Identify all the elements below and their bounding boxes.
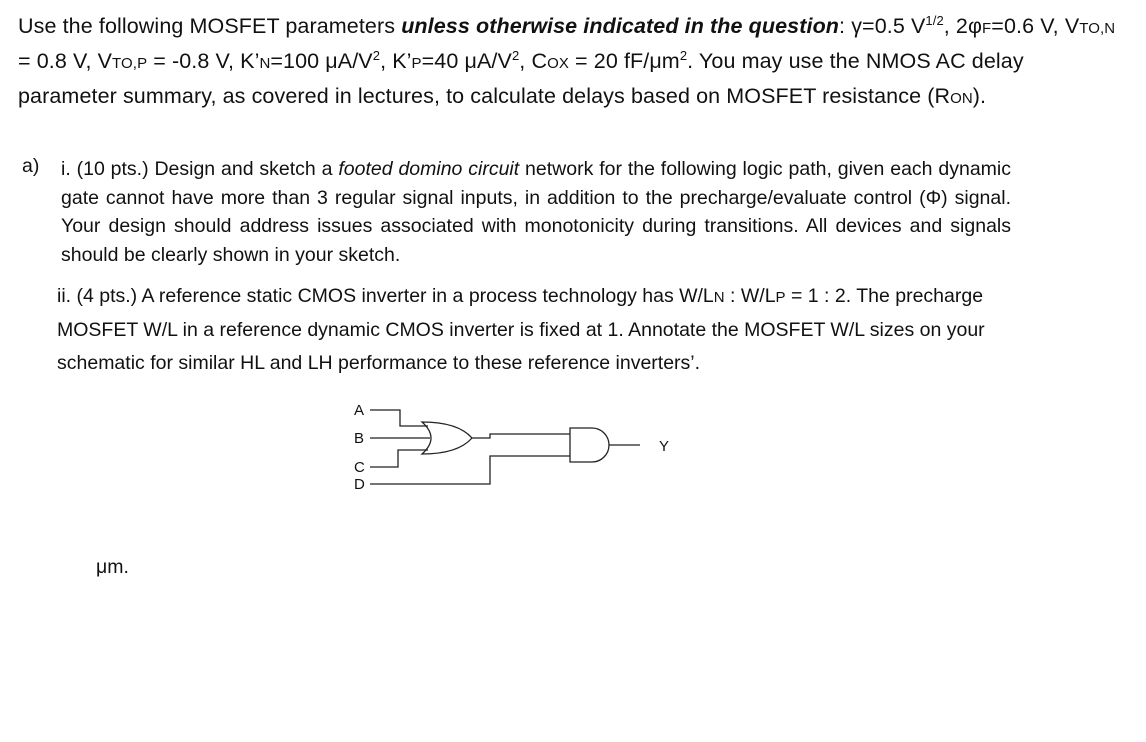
logic-circuit-diagram	[340, 398, 680, 498]
label-b: B	[354, 430, 365, 447]
wire-or-out	[472, 434, 570, 438]
label-y: Y	[659, 438, 670, 455]
question-a-part-i: i. (10 pts.) Design and sketch a footed domino circuit network for the following logic path, given each dynamic gate cannot have more than 3 regular signal inputs, in addition to the precharge/evaluate control (Φ) signal. Your design should address issues associated with monotonicity during transitions. All devices and signals should be clearly shown in your sketch.	[61, 158, 1011, 266]
emphasis-text: unless otherwise indicated in the question	[401, 14, 840, 38]
answer-unit: μm.	[96, 556, 129, 578]
question-a-label: a)	[22, 155, 40, 177]
parameters-intro: Use the following MOSFET parameters unless otherwise indicated in the question: γ=0.5 $V^{1/2}$, 2φF=0.6 V, VTO,N = 0.8 V, VTO,P = -0.8 V, K’N=100 $\mu A/V^2$, K’P=40 $\mu A/V^2$, COX = 20 $fF/\mu m^2$. You may use the NMOS AC delay parameter summary, as covered in lectures, to calculate delays based on MOSFET resistance (RON).	[18, 12, 1116, 108]
wire-c	[370, 450, 428, 467]
label-d: D	[354, 476, 365, 493]
and-gate-symbol	[570, 428, 609, 462]
label-c: C	[354, 459, 365, 476]
footed-domino-term: footed domino circuit	[338, 158, 520, 180]
wire-d	[370, 456, 570, 484]
question-a-part-ii: ii. (4 pts.) A reference static CMOS inverter in a process technology has W/LN : W/LP = 1 : 2. The precharge MOSFET W/L in a reference dynamic CMOS inverter is fixed at 1. Annotate the MOSFET W/L sizes on your schematic for similar HL and LH performance to these reference inverters’.	[57, 285, 985, 374]
label-a: A	[354, 402, 365, 419]
wire-a	[370, 410, 428, 426]
